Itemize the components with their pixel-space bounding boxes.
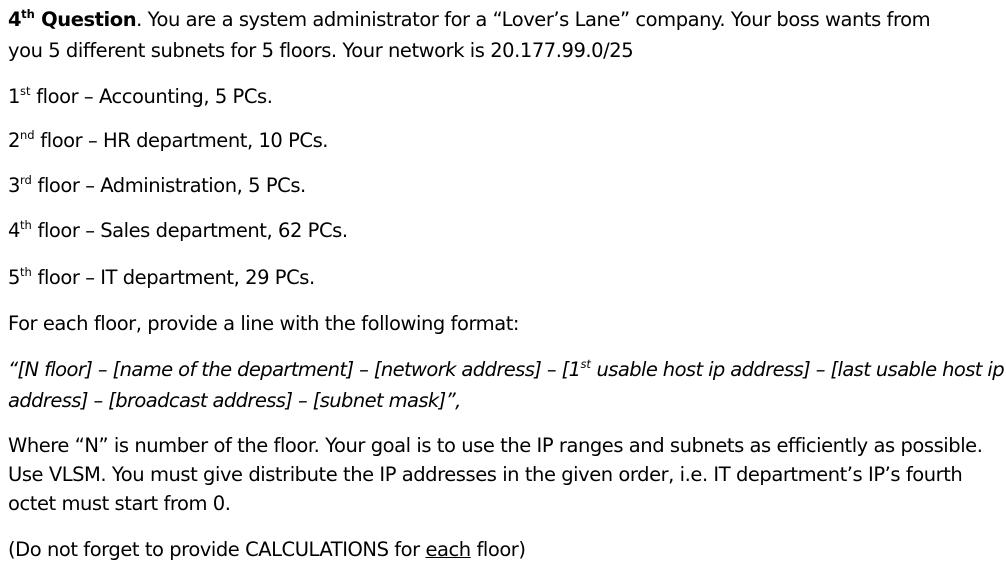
floor-ordinal: th (19, 218, 32, 232)
instructions-line-3: octet must start from 0. (8, 492, 231, 515)
floor-description: floor – Sales department, 62 PCs. (31, 219, 348, 242)
floor-description: floor – HR department, 10 PCs. (34, 129, 329, 152)
floor-line-5 (8, 266, 315, 290)
format-intro: For each floor, provide a line with the following format: (8, 312, 520, 335)
question-intro-line-1 (8, 8, 930, 32)
floor-number: 1 (8, 85, 20, 108)
floor-ordinal: rd (19, 173, 32, 187)
question-intro-text: . You are a system administrator for a “Lover’s Lane” company. Your boss wants from (136, 8, 931, 31)
note-text-after: floor) (470, 538, 526, 561)
floor-line-1 (8, 85, 272, 109)
floor-line-2 (8, 129, 328, 153)
floor-ordinal: nd (19, 128, 35, 142)
floor-description: floor – Accounting, 5 PCs. (30, 85, 273, 108)
format-text-a: “[N floor] – [name of the department] – [network address] – [1 (8, 358, 581, 381)
floor-ordinal: st (19, 84, 31, 98)
floor-number: 2 (8, 129, 20, 152)
floor-description: floor – Administration, 5 PCs. (31, 174, 306, 197)
format-line-1 (8, 358, 1004, 382)
question-number: 4 (8, 8, 22, 31)
floor-line-4 (8, 219, 348, 243)
note-text-before: (Do not forget to provide CALCULATIONS for (8, 538, 426, 561)
floor-number: 4 (8, 219, 20, 242)
instructions-line-1: Where “N” is number of the floor. Your goal is to use the IP ranges and subnets as efficiently as possible. (8, 434, 983, 457)
calculations-note (8, 538, 526, 562)
note-emphasis: each (425, 538, 471, 561)
format-text-b: usable host ip address] – [last usable host ip (590, 358, 1005, 381)
floor-ordinal: th (19, 265, 32, 279)
question-intro-line-2: you 5 different subnets for 5 floors. Your network is 20.177.99.0/25 (8, 39, 634, 62)
floor-description: floor – IT department, 29 PCs. (31, 266, 315, 289)
instructions-line-2: Use VLSM. You must give distribute the IP addresses in the given order, i.e. IT department’s IP’s fourth (8, 463, 963, 486)
question-heading: Question (34, 8, 137, 31)
floor-number: 5 (8, 266, 20, 289)
format-line-2: address] – [broadcast address] – [subnet mask]”, (8, 389, 461, 412)
question-ordinal: th (21, 7, 35, 21)
format-ordinal: st (580, 357, 591, 371)
floor-number: 3 (8, 174, 20, 197)
floor-line-3 (8, 174, 306, 198)
